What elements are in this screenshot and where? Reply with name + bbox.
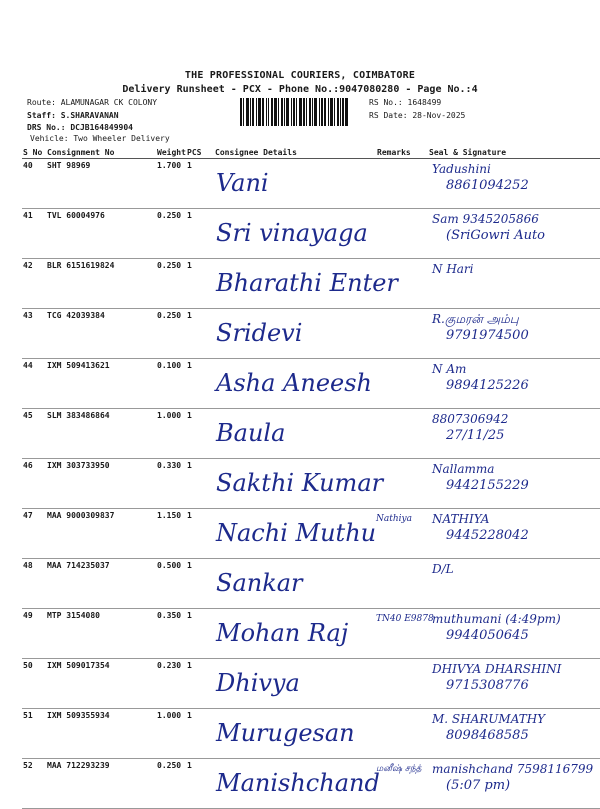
row-sno: 52 <box>22 759 46 809</box>
signature-handwriting: muthumani (4:49pm) <box>432 612 561 626</box>
row-seal-cell <box>428 709 600 759</box>
remarks-handwriting: Nathiya <box>376 514 412 524</box>
row-weight: 0.250 <box>156 759 186 809</box>
consignee-handwriting: Bharathi Enter <box>216 269 398 297</box>
remarks-handwriting: மனீஷ் சந்த் <box>376 764 422 774</box>
row-seal-cell <box>428 559 600 609</box>
row-consignee-cell <box>214 559 376 609</box>
signature-handwriting: N Hari <box>432 262 474 276</box>
signature-handwriting: 8807306942 <box>432 412 509 426</box>
signature-phone-handwriting: 9944050645 <box>446 628 529 643</box>
row-consignee-cell <box>214 359 376 409</box>
row-seal-cell <box>428 609 600 659</box>
runsheet-title: Delivery Runsheet - PCX - Phone No.:9047080280 - Page No.:4 <box>122 84 478 95</box>
row-remarks-cell <box>376 509 428 559</box>
route-label: Route: ALAMUNAGAR CK COLONY <box>27 98 158 107</box>
signature-handwriting: NATHIYA <box>432 512 490 526</box>
row-pcs: 1 <box>186 459 214 509</box>
row-sno: 51 <box>22 709 46 759</box>
row-sno: 46 <box>22 459 46 509</box>
signature-phone-handwriting: 9715308776 <box>446 678 529 693</box>
table-row <box>22 459 600 509</box>
row-consignment-no: IXM 303733950 <box>46 459 156 509</box>
consignee-handwriting: Asha Aneesh <box>216 369 373 397</box>
row-weight: 0.250 <box>156 259 186 309</box>
row-consignee-cell <box>214 609 376 659</box>
row-weight: 0.500 <box>156 559 186 609</box>
consignee-handwriting: Manishchand <box>216 769 380 797</box>
col-remarks: Remarks <box>376 146 428 159</box>
table-row <box>22 509 600 559</box>
col-pcs: PCS <box>186 146 214 159</box>
signature-handwriting: D/L <box>432 562 454 576</box>
row-consignment-no: TCG 42039384 <box>46 309 156 359</box>
row-consignee-cell <box>214 309 376 359</box>
consignee-handwriting: Sankar <box>216 569 303 597</box>
row-sno: 47 <box>22 509 46 559</box>
row-seal-cell <box>428 659 600 709</box>
consignee-handwriting: Sridevi <box>216 319 303 347</box>
row-pcs: 1 <box>186 209 214 259</box>
row-consignee-cell <box>214 259 398 309</box>
table-row <box>22 159 600 209</box>
row-consignment-no: MTP 3154080 <box>46 609 156 659</box>
row-consignment-no: BLR 6151619824 <box>46 259 156 309</box>
row-consignment-no: TVL 60004976 <box>46 209 156 259</box>
col-seal: Seal & Signature <box>428 146 600 159</box>
col-sno: S No <box>22 146 46 159</box>
row-sno: 42 <box>22 259 46 309</box>
signature-phone-handwriting: 9442155229 <box>446 478 529 493</box>
barcode-image <box>240 98 364 126</box>
row-seal-cell <box>428 359 600 409</box>
row-pcs: 1 <box>186 159 214 209</box>
row-weight: 1.150 <box>156 509 186 559</box>
signature-handwriting: Sam 9345205866 <box>432 212 539 226</box>
row-consignment-no: SHT 98969 <box>46 159 156 209</box>
table-row <box>22 659 600 709</box>
row-sno: 40 <box>22 159 46 209</box>
vehicle-label: Vehicle: Two Wheeler Delivery <box>30 134 170 143</box>
row-sno: 43 <box>22 309 46 359</box>
row-remarks-cell <box>376 359 428 409</box>
table-row <box>22 259 600 309</box>
row-consignee-cell <box>214 159 376 209</box>
row-consignee-cell <box>214 459 384 509</box>
table-row <box>22 709 600 759</box>
row-weight: 1.700 <box>156 159 186 209</box>
drs-number: DRS No.: DCJB164849904 <box>27 123 133 132</box>
row-weight: 0.250 <box>156 309 186 359</box>
row-remarks-cell <box>376 759 428 809</box>
consignee-handwriting: Nachi Muthu <box>216 519 377 547</box>
runsheet-table <box>22 146 600 809</box>
row-pcs: 1 <box>186 609 214 659</box>
row-consignment-no: IXM 509017354 <box>46 659 156 709</box>
row-seal-cell <box>428 509 600 559</box>
consignee-handwriting: Mohan Raj <box>216 619 349 647</box>
row-pcs: 1 <box>186 409 214 459</box>
consignee-handwriting: Sri vinayaga <box>216 219 368 247</box>
signature-handwriting: R.குமரன் அம்பு <box>432 312 519 326</box>
table-row <box>22 209 600 259</box>
table-row <box>22 409 600 459</box>
row-sno: 45 <box>22 409 46 459</box>
row-pcs: 1 <box>186 659 214 709</box>
row-consignee-cell <box>214 759 380 809</box>
signature-handwriting: DHIVYA DHARSHINI <box>432 662 562 676</box>
row-sno: 41 <box>22 209 46 259</box>
col-weight: Weight <box>157 147 186 157</box>
row-consignment-no: IXM 509355934 <box>46 709 156 759</box>
signature-handwriting: manishchand 7598116799 <box>432 762 594 776</box>
table-row <box>22 609 600 659</box>
row-remarks-cell <box>376 659 428 709</box>
col-consignee: Consignee Details <box>214 146 376 159</box>
company-title: THE PROFESSIONAL COURIERS, COIMBATORE <box>184 70 416 81</box>
row-seal-cell <box>428 309 600 359</box>
row-weight: 0.100 <box>156 359 186 409</box>
row-remarks-cell <box>376 559 428 609</box>
row-seal-cell <box>428 209 600 259</box>
row-pcs: 1 <box>186 309 214 359</box>
row-weight: 0.350 <box>156 609 186 659</box>
row-consignment-no: MAA 9000309837 <box>46 509 156 559</box>
row-remarks-cell <box>376 609 434 659</box>
signature-phone-handwriting: 8861094252 <box>446 178 529 193</box>
row-weight: 0.330 <box>156 459 186 509</box>
row-pcs: 1 <box>186 759 214 809</box>
consignee-handwriting: Sakthi Kumar <box>216 469 384 497</box>
consignee-handwriting: Baula <box>216 419 286 447</box>
row-seal-cell <box>428 459 600 509</box>
row-consignee-cell <box>214 659 376 709</box>
row-remarks-cell <box>376 409 428 459</box>
row-weight: 0.230 <box>156 659 186 709</box>
signature-handwriting: Yadushini <box>432 162 491 176</box>
row-pcs: 1 <box>186 259 214 309</box>
row-consignment-no: MAA 712293239 <box>46 759 156 809</box>
row-seal-cell <box>428 759 600 809</box>
row-remarks-cell <box>376 459 428 509</box>
row-sno: 50 <box>22 659 46 709</box>
row-seal-cell <box>428 259 600 309</box>
row-pcs: 1 <box>186 359 214 409</box>
table-row <box>22 309 600 359</box>
row-consignment-no: MAA 714235037 <box>46 559 156 609</box>
row-consignment-no: IXM 509413621 <box>46 359 156 409</box>
row-remarks-cell <box>376 259 428 309</box>
row-remarks-cell <box>376 209 428 259</box>
row-remarks-cell <box>376 709 428 759</box>
staff-label: Staff: S.SHARAVANAN <box>27 111 119 120</box>
consignee-handwriting: Vani <box>216 169 269 197</box>
signature-phone-handwriting: 9791974500 <box>446 328 529 343</box>
row-weight: 1.000 <box>156 409 186 459</box>
signature-phone-handwriting: 9894125226 <box>446 378 529 393</box>
row-pcs: 1 <box>186 509 214 559</box>
row-remarks-cell <box>376 159 428 209</box>
row-sno: 49 <box>22 609 46 659</box>
row-remarks-cell <box>376 309 428 359</box>
signature-phone-handwriting: 9445228042 <box>446 528 529 543</box>
remarks-handwriting: TN40 E9878 <box>376 614 434 624</box>
signature-phone-handwriting: (SriGowri Auto <box>446 228 546 243</box>
row-pcs: 1 <box>186 709 214 759</box>
signature-phone-handwriting: (5:07 pm) <box>446 778 511 793</box>
row-seal-cell <box>428 159 600 209</box>
row-sno: 48 <box>22 559 46 609</box>
rs-number: RS No.: 1648499 <box>369 98 442 107</box>
table-header-row <box>22 146 600 159</box>
row-consignee-cell <box>214 709 376 759</box>
rs-date: RS Date: 28-Nov-2025 <box>369 111 466 120</box>
row-consignment-no: SLM 383486864 <box>46 409 156 459</box>
row-consignee-cell <box>214 209 376 259</box>
table-row <box>22 559 600 609</box>
row-weight: 0.250 <box>156 209 186 259</box>
row-pcs: 1 <box>186 559 214 609</box>
row-consignee-cell <box>214 509 376 559</box>
signature-handwriting: Nallamma <box>432 462 495 476</box>
consignee-handwriting: Dhivya <box>216 669 300 697</box>
signature-handwriting: M. SHARUMATHY <box>432 712 546 726</box>
row-seal-cell <box>428 409 600 459</box>
row-sno: 44 <box>22 359 46 409</box>
signature-phone-handwriting: 27/11/25 <box>446 428 505 443</box>
row-weight: 1.000 <box>156 709 186 759</box>
consignee-handwriting: Murugesan <box>216 719 355 747</box>
signature-handwriting: N Am <box>432 362 467 376</box>
row-consignee-cell <box>214 409 376 459</box>
signature-phone-handwriting: 8098468585 <box>446 728 529 743</box>
col-consignment: Consignment No <box>46 146 156 159</box>
table-row <box>22 759 600 809</box>
table-row <box>22 359 600 409</box>
